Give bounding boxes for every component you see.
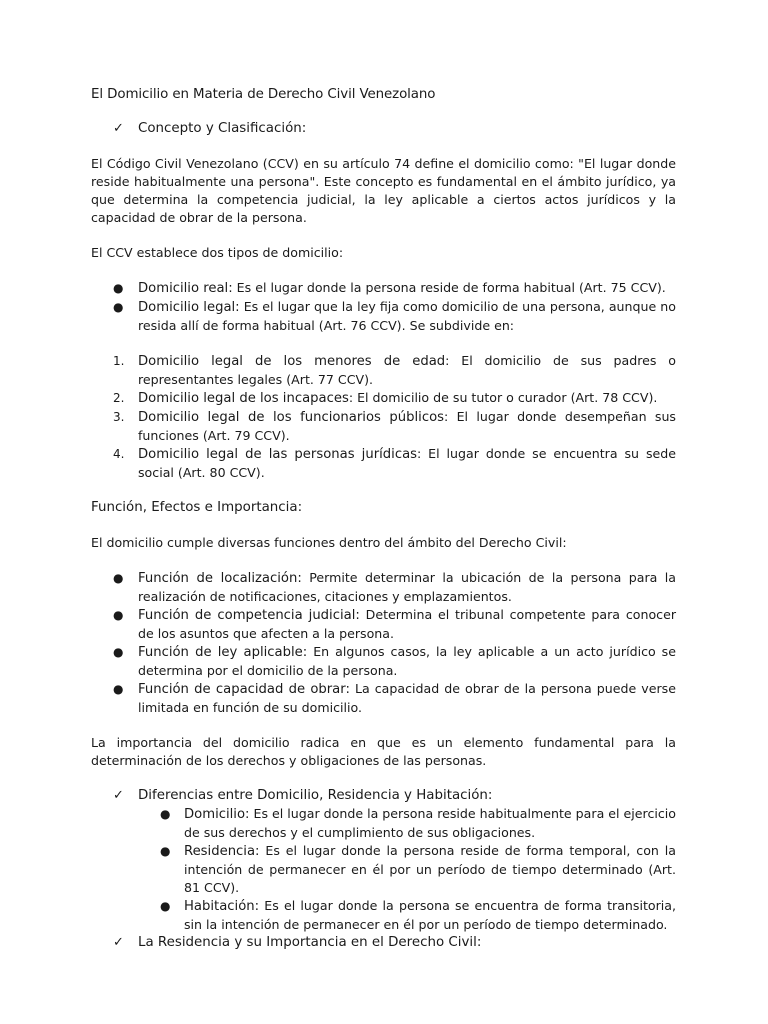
checkmark-icon: ✓ xyxy=(113,935,124,950)
checkmark-icon: ✓ xyxy=(113,788,124,803)
list-item xyxy=(91,445,676,482)
list-item-text: : El lugar donde se encuentra su sede social (Art. 80 CCV). xyxy=(138,446,676,480)
section-heading-funcion: Función, Efectos e Importancia: xyxy=(91,500,303,515)
bullet-icon: ● xyxy=(160,899,171,913)
sub-bullet-list-differences xyxy=(138,805,676,934)
list-item-term: Domicilio legal: xyxy=(138,300,240,315)
list-item-text: Es el lugar donde la persona reside habitualmente para el ejercicio de sus derechos y el cumplimiento de sus obligaciones. xyxy=(184,806,676,840)
list-item xyxy=(91,643,676,680)
bullet-list-functions xyxy=(91,569,676,717)
bullet-icon: ● xyxy=(113,300,124,314)
list-item-term: Domicilio legal de los funcionarios públicos xyxy=(138,410,445,425)
list-item-term: Función de ley aplicable: xyxy=(138,645,308,660)
list-item-text: Determina el tribunal competente para conocer de los asuntos que afecten a la persona. xyxy=(138,607,676,641)
checklist-heading-residencia xyxy=(91,934,676,952)
list-item-text: : El lugar donde desempeñan sus funciones (Art. 79 CCV). xyxy=(138,409,676,443)
list-item xyxy=(91,352,676,389)
checkmark-icon: ✓ xyxy=(113,121,124,136)
section-heading: Diferencias entre Domicilio, Residencia y Habitación: xyxy=(138,788,493,803)
list-item xyxy=(91,680,676,717)
bullet-icon: ● xyxy=(113,281,124,295)
list-item xyxy=(91,298,676,335)
list-number: 2. xyxy=(113,391,125,405)
list-item-term: Domicilio: xyxy=(184,807,250,822)
section-heading: La Residencia y su Importancia en el Derecho Civil: xyxy=(138,935,482,950)
list-item-term: Residencia: xyxy=(184,844,260,859)
list-item xyxy=(138,897,676,934)
list-item-term: Función de capacidad de obrar: xyxy=(138,682,350,697)
list-item-text: Es el lugar donde la persona reside de forma habitual (Art. 75 CCV). xyxy=(232,280,666,295)
list-item-text: En algunos casos, la ley aplicable a un acto jurídico se determina por el domicilio de la persona. xyxy=(138,644,676,678)
list-item xyxy=(138,805,676,842)
list-item-text: : El domicilio de su tutor o curador (Art. 78 CCV). xyxy=(348,390,658,405)
list-number: 1. xyxy=(113,354,125,368)
list-item-term: Función de competencia judicial: xyxy=(138,608,360,623)
checklist-heading-concepto xyxy=(91,120,676,138)
list-item-term: Domicilio legal de las personas jurídicas xyxy=(138,447,418,462)
list-item xyxy=(91,389,676,408)
paragraph-types-intro: El CCV establece dos tipos de domicilio: xyxy=(91,245,344,260)
list-item-term: Domicilio legal de los menores de edad xyxy=(138,354,446,369)
list-item-text: La capacidad de obrar de la persona puede verse limitada en función de su domicilio. xyxy=(138,681,676,715)
checklist-heading-diferencias xyxy=(91,787,676,805)
section-heading: Concepto y Clasificación: xyxy=(138,121,307,136)
bullet-icon: ● xyxy=(160,844,171,858)
list-item-term: Domicilio real: xyxy=(138,281,233,296)
paragraph-importance: La importancia del domicilio radica en que es un elemento fundamental para la determinación de los derechos y obligaciones de las personas. xyxy=(91,735,676,768)
list-item xyxy=(91,279,676,298)
paragraph-definition: El Código Civil Venezolano (CCV) en su artículo 74 define el domicilio como: "El lugar donde reside habitualmente una persona". Este concepto es fundamental en el ámbito jurídico, ya que determina la competencia judicial, la ley aplicable a ciertos actos jurídicos y la capacidad de obrar de la persona. xyxy=(91,156,676,225)
list-item xyxy=(138,842,676,897)
list-item-text: Es el lugar donde la persona se encuentra de forma transitoria, sin la intención de permanecer en él por un período de tiempo determinado. xyxy=(184,898,676,932)
bullet-list-domicile-types xyxy=(91,279,676,335)
list-item-text: : El domicilio de sus padres o representantes legales (Art. 77 CCV). xyxy=(138,353,676,387)
list-item xyxy=(91,569,676,606)
list-item xyxy=(91,606,676,643)
list-item xyxy=(91,408,676,445)
paragraph-functions-intro: El domicilio cumple diversas funciones dentro del ámbito del Derecho Civil: xyxy=(91,535,567,550)
list-number: 3. xyxy=(113,410,125,424)
list-item-term: Habitación: xyxy=(184,899,260,914)
list-item-text: Es el lugar donde la persona reside de forma temporal, con la intención de permanecer en él por un período de tiempo determinado (Art. 81 CCV). xyxy=(184,843,676,895)
list-number: 4. xyxy=(113,447,125,461)
bullet-icon: ● xyxy=(113,645,124,659)
numbered-list-legal-domicile xyxy=(91,352,676,482)
bullet-icon: ● xyxy=(113,571,124,585)
list-item-term: Domicilio legal de los incapaces xyxy=(138,391,349,406)
list-item-text: Permite determinar la ubicación de la persona para la realización de notificaciones, citaciones y emplazamientos. xyxy=(138,570,677,604)
list-item-term: Función de localización: xyxy=(138,571,302,586)
document-title: El Domicilio en Materia de Derecho Civil Venezolano xyxy=(91,87,436,102)
document-body xyxy=(91,86,676,952)
bullet-icon: ● xyxy=(113,608,124,622)
bullet-icon: ● xyxy=(160,807,171,821)
bullet-icon: ● xyxy=(113,682,124,696)
list-item-text: Es el lugar que la ley fija como domicilio de una persona, aunque no resida allí de forma habitual (Art. 76 CCV). Se subdivide en: xyxy=(138,299,676,333)
